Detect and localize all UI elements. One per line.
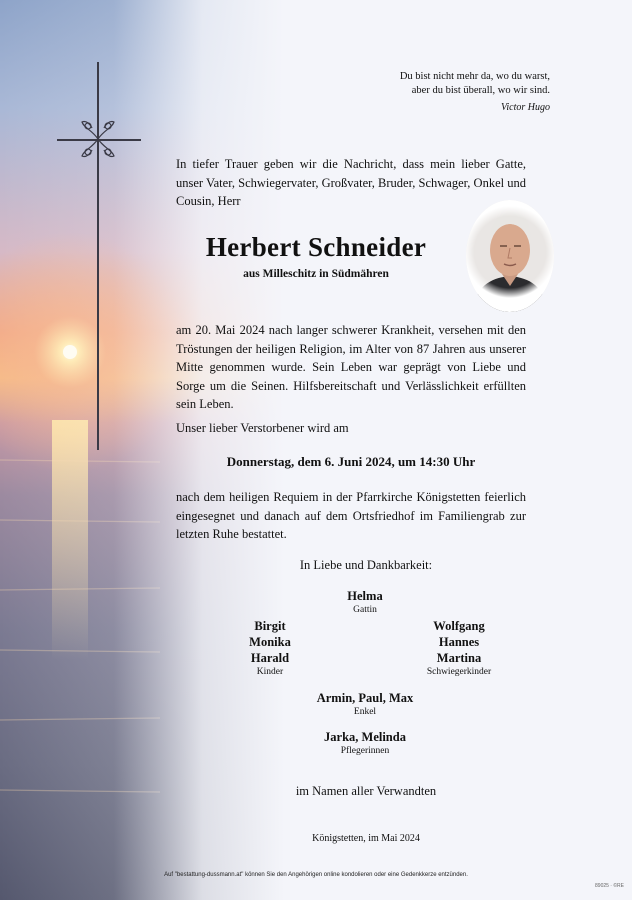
mourner-name: Wolfgang bbox=[433, 619, 485, 633]
mourner-name: Harald bbox=[250, 651, 290, 665]
mourner-role: Pflegerinnen bbox=[340, 746, 390, 756]
mourner-name: Armin, Paul, Max bbox=[316, 691, 414, 705]
thanks-line: In Liebe und Dankbarkeit: bbox=[299, 558, 433, 572]
mourner-role: Gattin bbox=[353, 605, 377, 615]
mourner-name: Martina bbox=[436, 651, 482, 665]
print-code: 89025 · ©RE bbox=[595, 883, 624, 889]
mourner-role: Kinder bbox=[256, 667, 284, 677]
deceased-name: Herbert Schneider bbox=[205, 232, 427, 262]
funeral-details-text: nach dem heiligen Requiem in der Pfarrkirche Königstetten feierlich eingesegnet und danach auf dem Ortsfriedhof im Familiengrab zur letzten Ruhe bestattet. bbox=[176, 490, 526, 541]
mourner-name: Monika bbox=[249, 635, 291, 649]
deceased-origin: aus Milleschitz in Südmähren bbox=[243, 268, 389, 280]
mourner-name: Birgit bbox=[254, 619, 286, 633]
mourner-carers bbox=[265, 729, 465, 757]
quote-block bbox=[400, 70, 550, 115]
mourner-role: Schwiegerkinder bbox=[426, 667, 492, 677]
mourner-role: Enkel bbox=[353, 707, 377, 717]
portrait-photo bbox=[466, 200, 554, 312]
mourner-grandchildren bbox=[265, 690, 465, 718]
mourner-name: Helma bbox=[347, 589, 383, 603]
funeral-date: Donnerstag, dem 6. Juni 2024, um 14:30 Uhr bbox=[226, 454, 476, 469]
death-notice-text: am 20. Mai 2024 nach langer schwerer Krankheit, versehen mit den Tröstungen der heiligen Religion, im Alter von 87 Jahren aus unserer Mitte genommen wurde. Sein Leben war geprägt von Liebe und Sorge um die Seinen. Hilfsbereitschaft und Verlässlichkeit erfüllten sein Leben. bbox=[176, 323, 526, 411]
mourner-name: Hannes bbox=[438, 635, 480, 649]
quote-line-2: aber du bist überall, wo wir sind. bbox=[411, 85, 550, 96]
footer-note: Auf "bestattung-dussmann.at" können Sie den Angehörigen online kondolieren oder eine Gedenkkerze entzünden. bbox=[164, 872, 468, 878]
mourner-children bbox=[170, 618, 370, 678]
mourner-wife bbox=[265, 588, 465, 616]
relatives-line: im Namen aller Verwandten bbox=[295, 784, 437, 798]
mourner-in-laws bbox=[359, 618, 559, 678]
quote-line-1: Du bist nicht mehr da, wo du warst, bbox=[399, 71, 550, 82]
intro-text: In tiefer Trauer geben wir die Nachricht, dass mein lieber Gatte, unser Vater, Schwiegervater, Großvater, Bruder, Schwager, Onkel und Cousin, Herr bbox=[176, 157, 526, 208]
funeral-lead-text: Unser lieber Verstorbener wird am bbox=[176, 421, 349, 435]
quote-author: Victor Hugo bbox=[501, 102, 550, 113]
place-date: Königstetten, im Mai 2024 bbox=[312, 833, 420, 844]
mourner-name: Jarka, Melinda bbox=[324, 730, 406, 744]
cross-ornament-icon bbox=[72, 116, 124, 162]
